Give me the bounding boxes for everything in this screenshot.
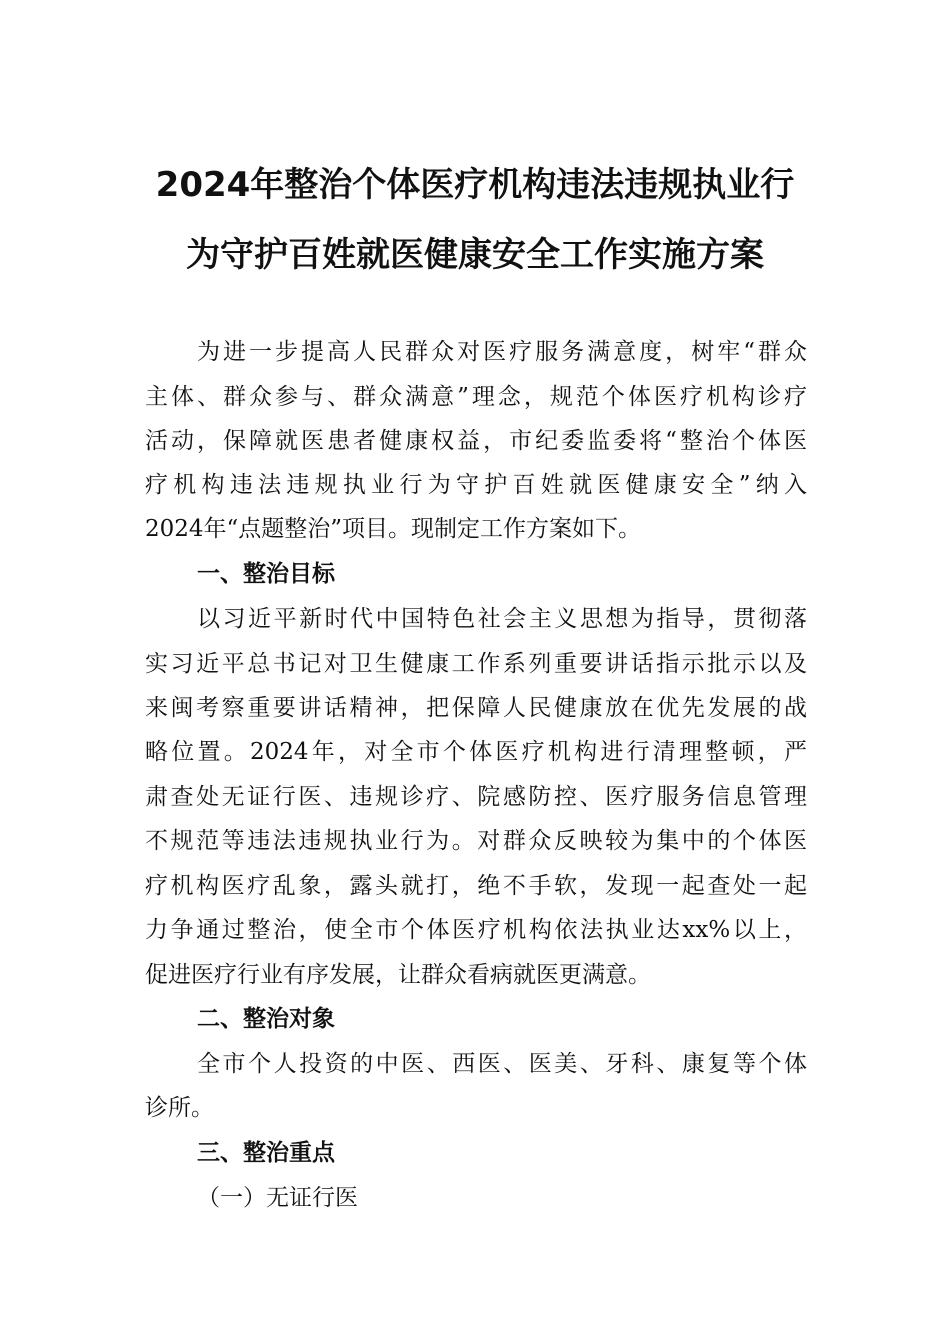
section-heading-targets: 二、整治对象 [197,1006,335,1032]
section-heading-goals: 一、整治目标 [197,561,335,587]
section-heading-focus: 三、整治重点 [197,1140,335,1166]
paragraph-line: 全市个人投资的中医、西医、医美、牙科、康复等个体 [197,1051,807,1077]
paragraph-line: 促进医疗行业有序发展，让群众看病就医更满意。 [145,962,651,988]
paragraph-line: 为进一步提高人民群众对医疗服务满意度，树牢“群众 [197,339,807,365]
paragraph-line: 以习近平新时代中国特色社会主义思想为指导，贯彻落 [197,606,807,632]
paragraph-line: 实习近平总书记对卫生健康工作系列重要讲话指示批示以及 [145,651,807,677]
paragraph-line: 来闽考察重要讲话精神，把保障人民健康放在优先发展的战 [145,695,807,721]
paragraph-line: 疗机构医疗乱象，露头就打，绝不手软，发现一起查处一起 [145,873,807,899]
document-title-line-2: 为守护百姓就医健康安全工作实施方案 [186,235,764,275]
paragraph-line: 诊所。 [145,1095,214,1121]
paragraph-line: 肃查处无证行医、违规诊疗、院感防控、医疗服务信息管理 [145,784,807,810]
subsection-heading: （一）无证行医 [197,1185,358,1211]
paragraph-line: 不规范等违法违规执业行为。对群众反映较为集中的个体医 [145,828,807,854]
paragraph-line: 主体、群众参与、群众满意”理念，规范个体医疗机构诊疗 [145,384,807,410]
paragraph-line: 疗机构违法违规执业行为守护百姓就医健康安全”纳入 [145,472,807,498]
paragraph-line: 活动，保障就医患者健康权益，市纪委监委将“整治个体医 [145,428,807,454]
paragraph-line: 略位置。2024年，对全市个体医疗机构进行清理整顿，严 [145,739,807,765]
paragraph-line: 2024年“点题整治”项目。现制定工作方案如下。 [145,516,642,542]
document-title-line-1: 2024年整治个体医疗机构违法违规执业行 [155,165,795,205]
paragraph-line: 力争通过整治，使全市个体医疗机构依法执业达xx%以上， [145,917,807,943]
